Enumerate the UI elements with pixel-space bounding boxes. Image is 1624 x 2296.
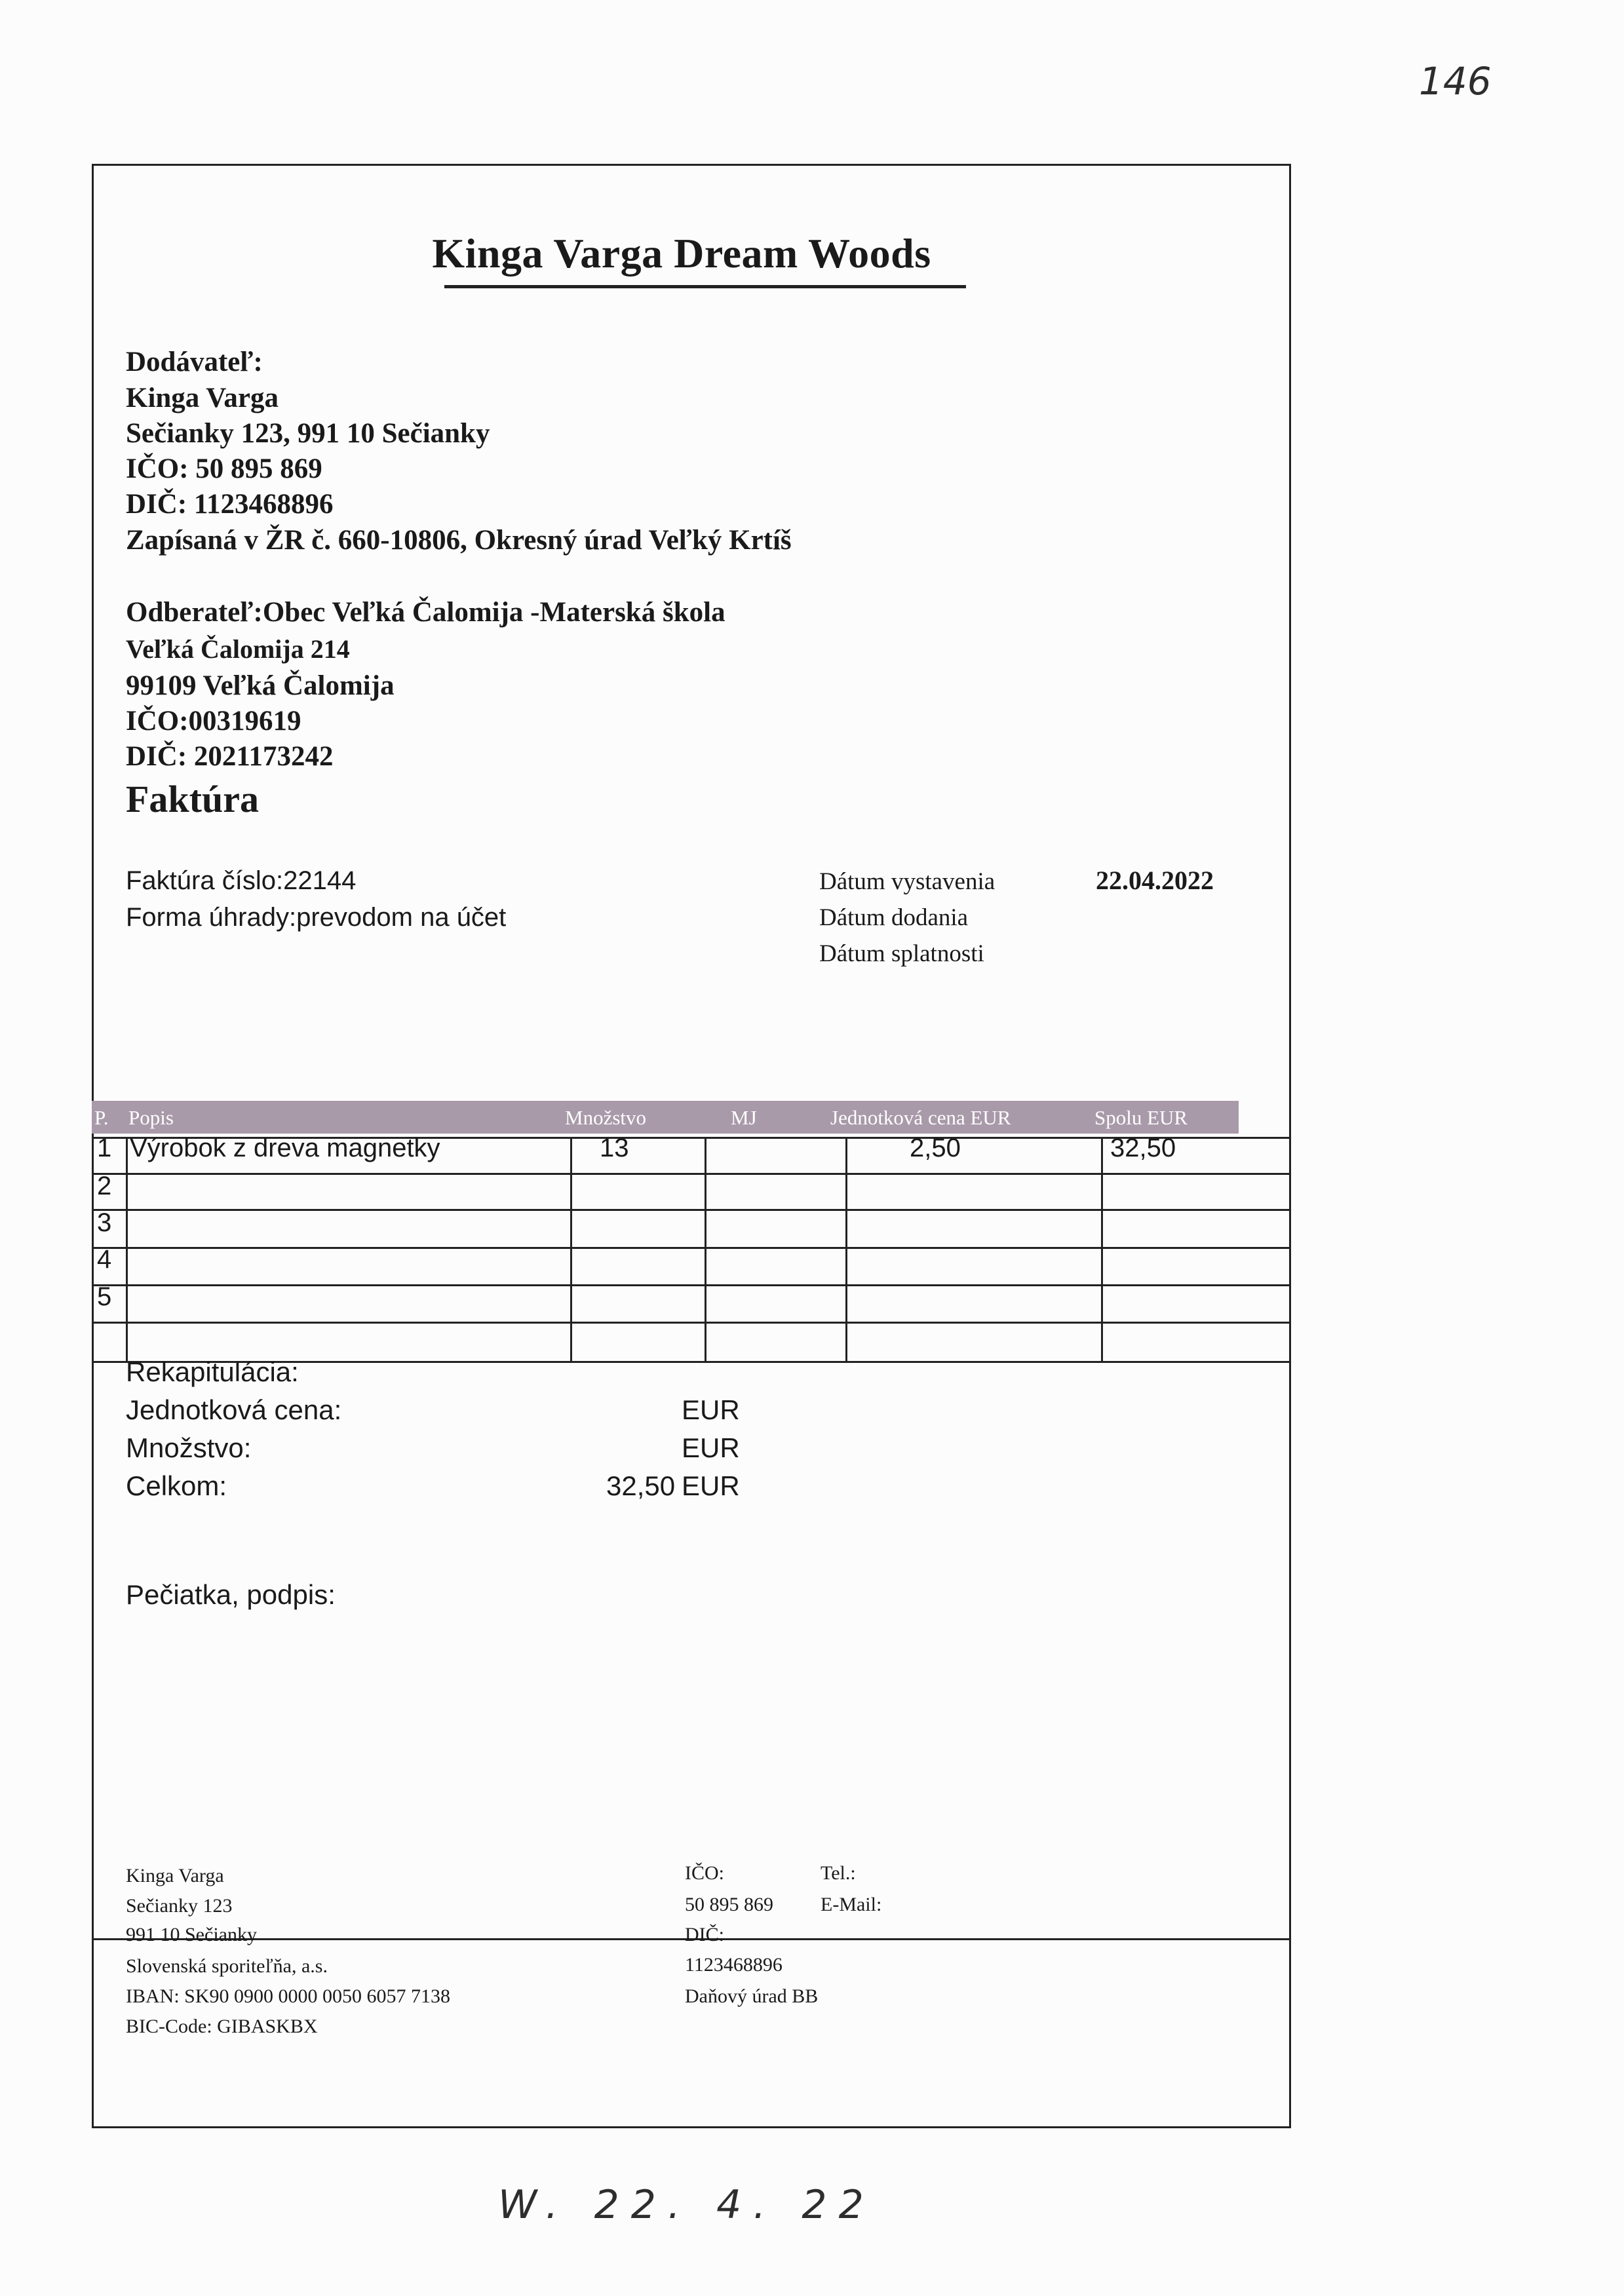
- recap-quantity-label: Množstvo:: [126, 1432, 252, 1463]
- row-3-no: 3: [97, 1208, 112, 1237]
- footer-email-label: E-Mail:: [821, 1894, 882, 1915]
- recap-total-label: Celkom:: [126, 1470, 227, 1501]
- due-date-label: Dátum splatnosti: [819, 940, 984, 967]
- row-5-no: 5: [97, 1282, 112, 1311]
- table-hline: [92, 1173, 1291, 1175]
- table-vline: [570, 1137, 572, 1363]
- company-title: Kinga Varga Dream Woods: [432, 230, 931, 277]
- footer-name: Kinga Varga: [126, 1865, 224, 1886]
- footer-ico-label: IČO:: [685, 1862, 724, 1884]
- issue-date-label: Dátum vystavenia: [819, 868, 996, 895]
- invoice-number: Faktúra číslo:22144: [126, 866, 357, 895]
- recap-heading: Rekapitulácia:: [126, 1356, 299, 1387]
- table-vline: [126, 1137, 128, 1363]
- supplier-heading: Dodávateľ:: [126, 347, 263, 377]
- row-1-unit-price: 2,50: [910, 1134, 961, 1162]
- footer-street: Sečianky 123: [126, 1895, 233, 1917]
- row-1-quantity: 13: [600, 1134, 629, 1162]
- handwritten-page-number: 146: [1419, 59, 1492, 104]
- header-description: Popis: [128, 1106, 174, 1129]
- row-4-no: 4: [97, 1245, 112, 1274]
- customer-street: Veľká Čalomija 214: [126, 634, 350, 664]
- recap-total-currency: EUR: [682, 1470, 740, 1501]
- issue-date-value: 22.04.2022: [1096, 866, 1214, 895]
- supplier-dic: DIČ: 1123468896: [126, 489, 334, 520]
- customer-ico: IČO:00319619: [126, 706, 301, 737]
- table-hline: [92, 1322, 1291, 1324]
- title-underline: [444, 285, 966, 288]
- delivery-date-label: Dátum dodania: [819, 904, 969, 931]
- footer-bank: Slovenská sporiteľňa, a.s.: [126, 1955, 328, 1977]
- table-hline: [92, 1209, 1291, 1211]
- table-hline: [92, 1247, 1291, 1249]
- stamp-signature-label: Pečiatka, podpis:: [126, 1579, 336, 1610]
- row-1-no: 1: [97, 1134, 112, 1162]
- row-1-description: Výrobok z dreva magnetky: [130, 1134, 440, 1162]
- header-no: P.: [94, 1106, 109, 1129]
- document-type: Faktúra: [126, 778, 259, 820]
- table-vline: [1101, 1137, 1103, 1363]
- payment-method: Forma úhrady:prevodom na účet: [126, 903, 507, 932]
- supplier-ico: IČO: 50 895 869: [126, 453, 322, 484]
- footer-dic-value: 1123468896: [685, 1954, 783, 1976]
- footer-ico-value: 50 895 869: [685, 1894, 773, 1915]
- header-quantity: Množstvo: [565, 1106, 646, 1129]
- footer-dic-label: DIČ:: [685, 1924, 724, 1945]
- table-hline: [92, 1284, 1291, 1286]
- customer-dic: DIČ: 2021173242: [126, 741, 334, 772]
- header-total: Spolu EUR: [1094, 1106, 1188, 1129]
- customer-heading: Odberateľ:Obec Veľká Čalomija -Materská škola: [126, 597, 725, 628]
- table-vline: [845, 1137, 847, 1363]
- footer-bic: BIC-Code: GIBASKBX: [126, 2016, 318, 2037]
- recap-quantity-currency: EUR: [682, 1432, 740, 1463]
- footer-city: 991 10 Sečianky: [126, 1924, 257, 1945]
- handwritten-date: W. 22. 4. 22: [498, 2182, 876, 2228]
- items-table-header: [92, 1101, 1239, 1134]
- recap-unit-price-label: Jednotková cena:: [126, 1394, 342, 1425]
- customer-city: 99109 Veľká Čalomija: [126, 670, 395, 701]
- supplier-name: Kinga Varga: [126, 383, 279, 413]
- row-2-no: 2: [97, 1172, 112, 1200]
- header-unit-price: Jednotková cena EUR: [830, 1106, 1011, 1129]
- row-1-total: 32,50: [1110, 1134, 1176, 1162]
- footer-iban: IBAN: SK90 0900 0000 0050 6057 7138: [126, 1985, 451, 2007]
- supplier-registration: Zapísaná v ŽR č. 660-10806, Okresný úrad Veľký Krtíš: [126, 525, 792, 556]
- recap-total-value: 32,50: [606, 1470, 676, 1501]
- recap-unit-price-currency: EUR: [682, 1394, 740, 1425]
- footer-tax-office: Daňový úrad BB: [685, 1985, 819, 2007]
- footer-tel-label: Tel.:: [821, 1862, 856, 1884]
- table-vline: [705, 1137, 706, 1363]
- supplier-address: Sečianky 123, 991 10 Sečianky: [126, 418, 490, 449]
- header-unit: MJ: [731, 1106, 757, 1129]
